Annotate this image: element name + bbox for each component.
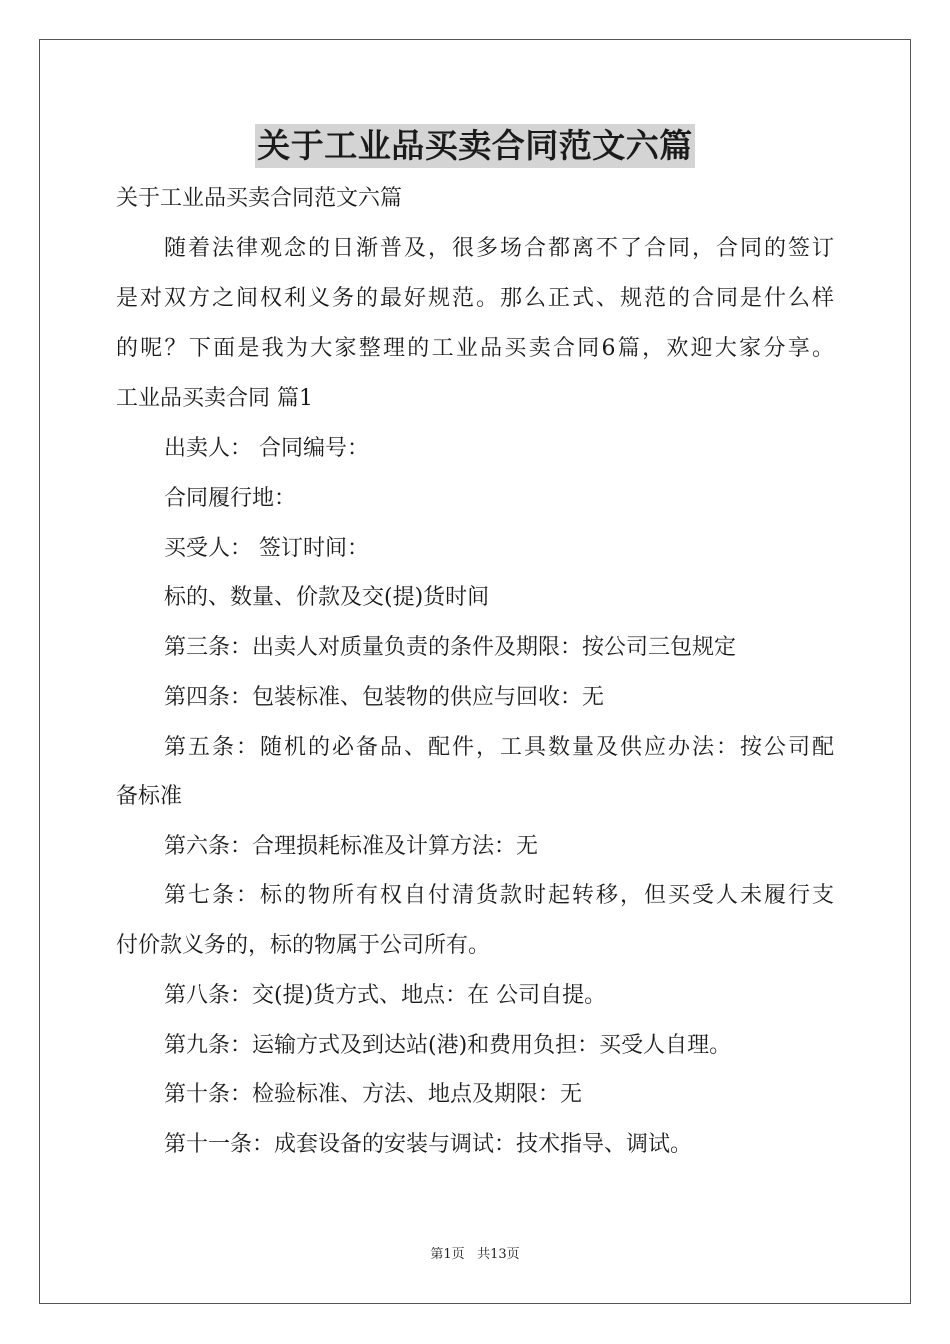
paragraph-line: 的呢？下面是我为大家整理的工业品买卖合同6篇，欢迎大家分享。 [116, 336, 834, 361]
page-total: 共13页 [477, 1247, 520, 1262]
contract-clause-line: 标的、数量、价款及交(提)货时间 [164, 585, 490, 610]
document-title: 关于工业品买卖合同范文六篇 [255, 124, 695, 168]
contract-clause-line: 第九条：运输方式及到达站(港)和费用负担：买受人自理。 [164, 1033, 732, 1058]
contract-clause-line: 备标准 [116, 784, 183, 809]
contract-clause-line: 第三条：出卖人对质量负责的条件及期限：按公司三包规定 [164, 635, 737, 660]
document-subtitle: 关于工业品买卖合同范文六篇 [116, 186, 403, 211]
contract-clause-line: 第十条：检验标准、方法、地点及期限：无 [164, 1082, 583, 1107]
contract-clause-line: 第八条：交(提)货方式、地点：在 公司自提。 [164, 983, 607, 1008]
contract-clause-line: 第四条：包装标准、包装物的供应与回收：无 [164, 685, 605, 710]
title-container [0, 124, 950, 168]
contract-clause-line: 付价款义务的，标的物属于公司所有。 [116, 933, 491, 958]
page-footer [0, 1246, 950, 1264]
contract-clause-line: 第七条：标的物所有权自付清货款时起转移，但买受人未履行支 [164, 883, 834, 908]
contract-clause-line: 第十一条：成套设备的安装与调试：技术指导、调试。 [164, 1132, 693, 1157]
contract-clause-line: 第六条：合理损耗标准及计算方法：无 [164, 834, 539, 859]
section-heading: 工业品买卖合同 篇1 [116, 386, 313, 411]
page-number: 第1页 [430, 1247, 465, 1262]
contract-field-line: 出卖人： 合同编号： [164, 436, 369, 461]
contract-clause-line: 第五条：随机的必备品、配件，工具数量及供应办法：按公司配 [164, 735, 834, 760]
contract-field-line: 买受人： 签订时间： [164, 536, 369, 561]
paragraph-line: 是对双方之间权利义务的最好规范。那么正式、规范的合同是什么样 [116, 286, 834, 311]
page-border [39, 39, 911, 1304]
contract-field-line: 合同履行地： [164, 486, 297, 511]
paragraph-line: 随着法律观念的日渐普及，很多场合都离不了合同，合同的签订 [164, 236, 834, 261]
